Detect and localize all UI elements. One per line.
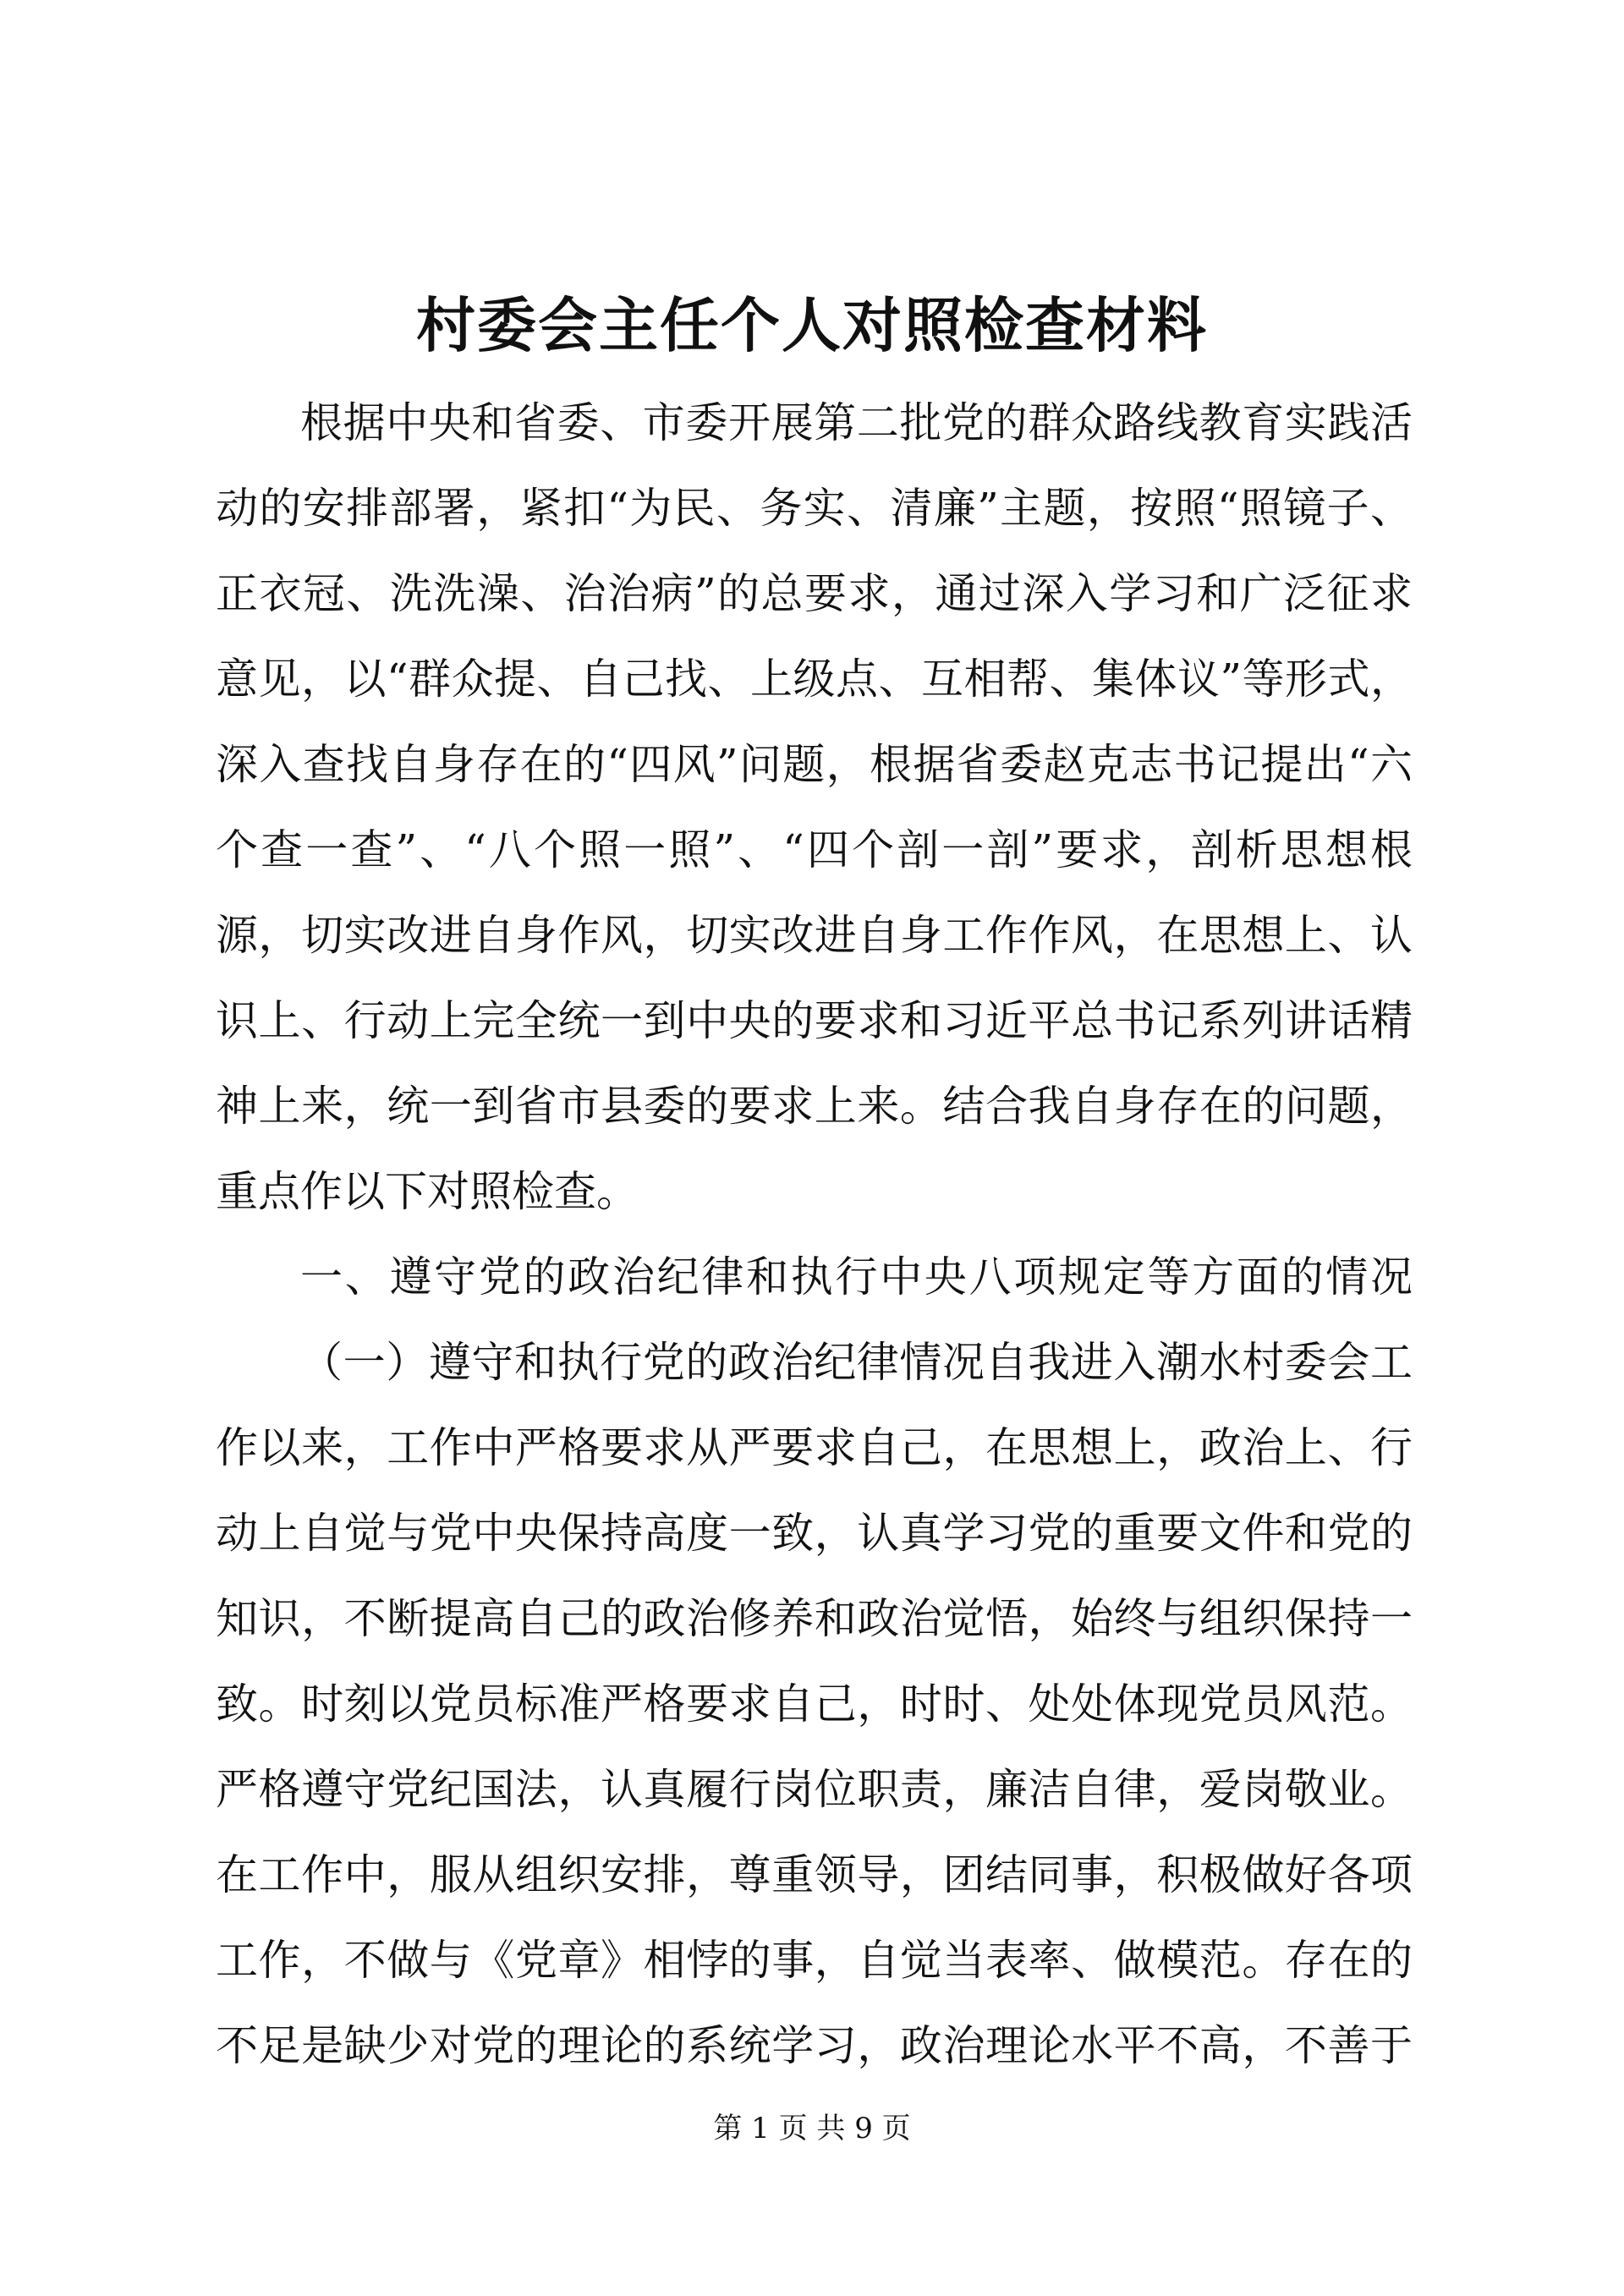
body-line: （一）遵守和执行党的政治纪律情况自我进入潮水村委会工 — [300, 1338, 1413, 1387]
document-title: 村委会主任个人对照检查材料 — [416, 290, 1208, 360]
body-line: 重点作以下对照检查。 — [216, 1167, 639, 1216]
body-line: 动上自觉与党中央保持高度一致，认真学习党的重要文件和党的 — [216, 1509, 1413, 1558]
page-footer: 第 1 页 共 9 页 — [713, 2112, 911, 2145]
body-line: 正衣冠、洗洗澡、治治病”的总要求，通过深入学习和广泛征求 — [216, 569, 1413, 618]
body-line: 动的安排部署，紧扣“为民、务实、清廉”主题，按照“照镜子、 — [216, 484, 1413, 533]
body-line: 识上、行动上完全统一到中央的要求和习近平总书记系列讲话精 — [216, 996, 1413, 1045]
body-line: 知识，不断提高自己的政治修养和政治觉悟，始终与组织保持一 — [216, 1594, 1413, 1643]
body-line: 工作，不做与《党章》相悖的事，自觉当表率、做模范。存在的 — [216, 1936, 1413, 1985]
body-line: 源，切实改进自身作风，切实改进自身工作作风，在思想上、认 — [216, 911, 1413, 960]
body-line: 一、遵守党的政治纪律和执行中央八项规定等方面的情况 — [300, 1252, 1413, 1301]
body-line: 作以来，工作中严格要求从严要求自己，在思想上，政治上、行 — [216, 1423, 1413, 1472]
body-line: 深入查找自身存在的“四风”问题，根据省委赵克志书记提出“六 — [216, 740, 1413, 789]
document-body — [216, 381, 1413, 2089]
body-line: 在工作中，服从组织安排，尊重领导，团结同事，积极做好各项 — [216, 1850, 1413, 1899]
body-line: 意见，以“群众提、自己找、上级点、互相帮、集体议”等形式， — [216, 655, 1413, 704]
body-line: 不足是缺少对党的理论的系统学习，政治理论水平不高，不善于 — [216, 2021, 1413, 2070]
body-line: 根据中央和省委、市委开展第二批党的群众路线教育实践活 — [300, 398, 1413, 447]
body-line: 严格遵守党纪国法，认真履行岗位职责，廉洁自律，爱岗敬业。 — [216, 1765, 1413, 1814]
body-line: 个查一查”、“八个照一照”、“四个剖一剖”要求，剖析思想根 — [216, 825, 1413, 874]
body-line: 致。时刻以党员标准严格要求自己，时时、处处体现党员风范。 — [216, 1680, 1413, 1729]
body-line: 神上来，统一到省市县委的要求上来。结合我自身存在的问题， — [216, 1082, 1413, 1131]
